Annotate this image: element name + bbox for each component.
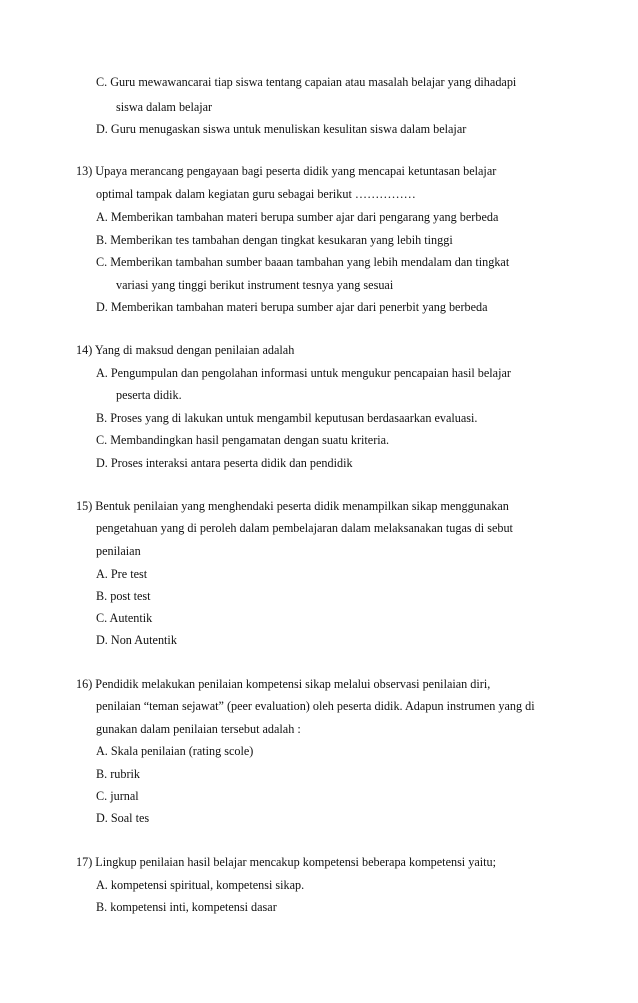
question-16-stem-cont: penilaian “teman sejawat” (peer evaluation) oleh peserta didik. Adapun instrumen yang di [96, 699, 535, 713]
question-17-option-b: B. kompetensi inti, kompetensi dasar [96, 900, 277, 914]
question-13-stem-cont: optimal tampak dalam kegiatan guru sebagai berikut …………… [96, 187, 416, 201]
question-16-option-a: A. Skala penilaian (rating scole) [96, 744, 254, 758]
question-16-stem-cont2: gunakan dalam penilaian tersebut adalah : [96, 722, 301, 736]
question-14-option-a: A. Pengumpulan dan pengolahan informasi untuk mengukur pencapaian hasil belajar [96, 366, 511, 380]
question-14-option-b: B. Proses yang di lakukan untuk mengambil keputusan berdasaarkan evaluasi. [96, 411, 478, 425]
question-16-option-c: C. jurnal [96, 789, 139, 803]
option-c-line2: siswa dalam belajar [116, 100, 213, 114]
question-15-option-d: D. Non Autentik [96, 633, 177, 647]
question-14-option-d: D. Proses interaksi antara peserta didik dan pendidik [96, 456, 353, 470]
question-16-option-b: B. rubrik [96, 767, 141, 781]
question-14-stem: 14) Yang di maksud dengan penilaian adalah [76, 343, 295, 357]
question-14-option-c: C. Membandingkan hasil pengamatan dengan suatu kriteria. [96, 433, 390, 447]
question-15-option-c: C. Autentik [96, 611, 153, 625]
question-15-stem: 15) Bentuk penilaian yang menghendaki peserta didik menampilkan sikap menggunakan [76, 499, 509, 513]
question-13-option-a: A. Memberikan tambahan materi berupa sumber ajar dari pengarang yang berbeda [96, 210, 499, 224]
question-17-stem: 17) Lingkup penilaian hasil belajar mencakup kompetensi beberapa kompetensi yaitu; [76, 855, 496, 869]
question-17-option-a: A. kompetensi spiritual, kompetensi sikap. [96, 878, 305, 892]
question-13-option-c-cont: variasi yang tinggi berikut instrument tesnya yang sesuai [116, 278, 394, 292]
question-13-option-d: D. Memberikan tambahan materi berupa sumber ajar dari penerbit yang berbeda [96, 300, 488, 314]
question-16-option-d: D. Soal tes [96, 811, 150, 825]
question-16-stem: 16) Pendidik melakukan penilaian kompetensi sikap melalui observasi penilaian diri, [76, 677, 491, 691]
option-d: D. Guru menugaskan siswa untuk menuliskan kesulitan siswa dalam belajar [96, 122, 467, 136]
option-c-line1: C. Guru mewawancarai tiap siswa tentang capaian atau masalah belajar yang dihadapi [96, 75, 517, 89]
question-15-stem-cont: pengetahuan yang di peroleh dalam pembelajaran dalam melaksanakan tugas di sebut [96, 521, 513, 535]
question-13-option-b: B. Memberikan tes tambahan dengan tingkat kesukaran yang lebih tinggi [96, 233, 453, 247]
question-14-option-a-cont: peserta didik. [116, 388, 182, 402]
question-15-option-b: B. post test [96, 589, 151, 603]
question-15-stem-cont2: penilaian [96, 544, 141, 558]
question-15-option-a: A. Pre test [96, 567, 148, 581]
question-13-option-c: C. Memberikan tambahan sumber baaan tambahan yang lebih mendalam dan tingkat [96, 255, 510, 269]
question-13-stem: 13) Upaya merancang pengayaan bagi peserta didik yang mencapai ketuntasan belajar [76, 164, 497, 178]
